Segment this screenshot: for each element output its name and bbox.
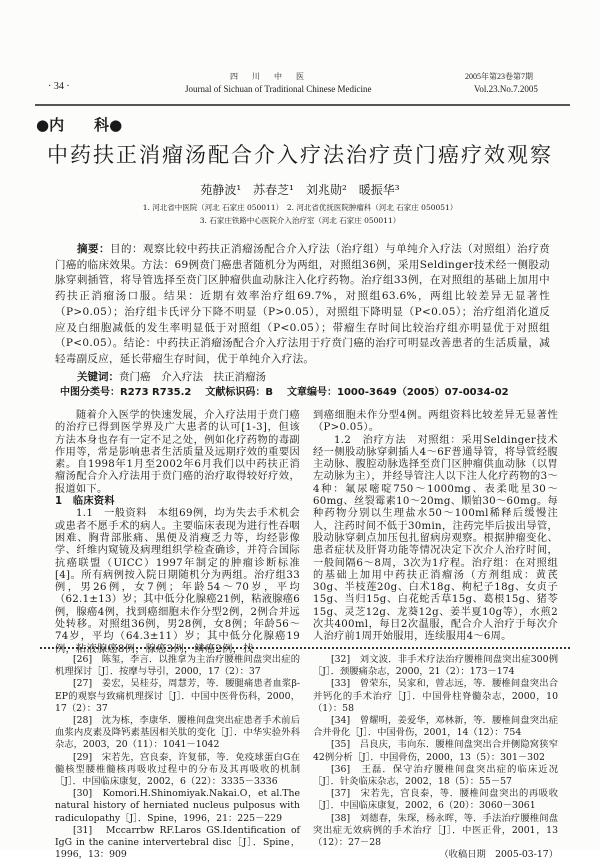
authors: 苑静波¹ 苏春芝¹ 刘兆勋² 暖振华³	[200, 183, 400, 197]
reference-item: [27] 姜宏，吴桂芬，周慧芳，等．腰腿痛患者血浆β-EP的观察与致痛机理探讨［J］．中国中医骨伤科，2000，17（2）：37	[55, 678, 300, 714]
keywords	[77, 370, 266, 384]
body-paragraph: 1.1 一般资料 本组69例，均为失去手术机会或患者不愿手术的病人。主要临床表现为进行性吞咽困难、胸背部胀痛、黑便及消瘦乏力等，均经影像学、纤维内窥镜及病理组织学检查确诊，并符合国际抗癌联盟（UICC）1997年制定的肿瘤诊断标准[4]。所有病例按入院日期随机分为两组。治疗组33例，男26例，女7例；年龄54～70岁，平均（62.1±13）岁；其中低分化腺癌21例，粘液腺癌6例，腺癌4例，找到癌细胞未作分型2例，2例合并远处转移。对照组36例，男28例，女8例；年龄56～74岁，平均（64.3±11）岁；其中低分化腺癌19例，粘液腺癌8例，腺癌3例，鳞癌2例，找	[55, 508, 300, 655]
reference-item: [37] 宋若先，宫良泰，等．腰椎间盘突出的再吸收［J］．中国临床康复，2002，6（20）：3060－3061	[313, 788, 558, 812]
received-date: （收稿日期 2005-03-17）	[439, 849, 558, 861]
references-left	[55, 654, 300, 861]
affiliation-2: 3. 石家庄铁路中心医院介入治疗室（河北 石家庄 050011）	[199, 216, 401, 225]
issue-en: Vol.23.No.7.2005	[474, 84, 538, 94]
keywords-text: 贲门癌 介入疗法 扶正消瘤汤	[119, 371, 266, 383]
reference-item: [33] 曾荣东，吴家和，曾志远，等．腰椎间盘突出合并钙化的手术治疗［J］．中国骨柱脊髓杂志，2000，10（1）：58	[313, 678, 558, 714]
body-paragraph: 随着介入医学的快速发展，介入疗法用于贲门癌的治疗已得到医学界及广大患者的认可[1-3]，但该方法本身也存有一定不足之处，例如化疗药物的毒副作用等，常是影响患者生活质量及远期疗效的重要因素。自1998年1月至2002年6月我们以中药扶正消瘤汤配合介入疗法用于贲门癌的治疗取得较好疗效，报道如下。	[55, 410, 300, 495]
reference-item: [36] 王磊．保守治疗腰椎间盘突出症的临床近况［J］．针灸临床杂志，2002，18（5）：55－57	[313, 763, 558, 788]
affiliation-1: 1. 河北省中医院（河北 石家庄 050011） 2. 河北省优抚医院肿瘤科（河北 石家庄 050051）	[142, 203, 458, 212]
article-title: 中药扶正消瘤汤配合介入疗法治疗贲门癌疗效观察	[47, 143, 553, 167]
abstract-text: 目的：观察比较中药扶正消瘤汤配合介入疗法（治疗组）与单纯介入疗法（对照组）治疗贲门癌的临床效果。方法：69例贲门癌患者随机分为两组，对照组36例，采用Seldinger技术经一侧股动脉穿刺插管，将导管选择至贲门区肿瘤供血动脉注入化疗药物。治疗组33例，在对照组的基础上加用中药扶正消瘤汤口服。结果：近期有效率治疗组69.7%，对照组63.6%，两组比较差异无显著性（P>0.05）；治疗组卡氏评分下降不明显（P>0.05），对照组下降明显（P<0.05）；治疗组消化道反应及白细胞减低的发生率明显低于对照组（P<0.05）；带瘤生存时间比较治疗组亦明显优于对照组（P<0.05）。结论：中药扶正消瘤汤配合介入疗法用于疗贲门癌的治疗可明显改善患者的生活质量，减轻毒副反应，延长带瘤生存时间，优于单纯介入疗法。	[55, 243, 550, 365]
keywords-label: 关键词：	[77, 371, 119, 383]
clc-number: 中图分类号：R273 R735.2	[60, 387, 192, 398]
references-right	[313, 654, 558, 861]
body-paragraph: 1.2 治疗方法 对照组：采用Seldinger技术经一侧股动脉穿刺插人4～6F普通导管，将导管经腹主动脉、腹腔动脉选择至贲门区肿瘤供血动脉（以胃左动脉为主），并经导管注人以下注人化疗药物的3～4种：氟尿嘧啶750～1000mg、表柔吡星30～60mg、丝裂霉素10～20mg、顺铂30～60mg。每种药物分别以生理盐水50～100ml稀释后缓慢注人，注药时间不低于30min，注药完毕后拔出导管，股动脉穿刺点加压包扎留病房观察。根据肿瘤变化、患者症状及肝肾功能等情况决定下次介人治疗时间，一般间隔6～8周，3次为1疗程。治疗组：在对照组的基础上加用中药扶正消瘤汤（方剂组成：黄芪30g、半枝莲20g、白术18g、枸杞子18g、女贞子15g、当归15g、白花蛇舌草15g、葛根15g、猪苓15g、灵芝12g、龙葵12g、姜半夏10g等），水煎2次共400ml，每日2次温服，配合介人治疗于每次介人治疗前1周开始服用，连续服用4～6周。	[313, 434, 558, 643]
reference-item: [29] 宋若先，宫良泰，许复郁，等．免疫球蛋白G在髓核型腰椎髓核再吸收过程中的分布及其再吸收的机制［J］．中国临床康复，2002，6（22）：3335－3336	[55, 751, 300, 788]
body-paragraph: 到癌细胞未作分型4例。两组资料比较差异无显著性（P>0.05）。	[313, 410, 558, 434]
abstract	[55, 242, 550, 368]
page-number: · 34 ·	[48, 81, 70, 92]
article-number: 文章编号：1000-3649（2005）07-0034-02	[287, 387, 509, 398]
reference-item: [38] 刘德春，朱琛，杨永晖，等．手法治疗腰椎间盘突出症无效病例的手术治疗［J］．中医正骨，2001，13（12）：27－28	[313, 812, 558, 849]
reference-item: [35] 吕良庆，韦向东．腰椎间盘突出合并侧隐窝狭窄42例分析［J］．中国骨伤，2000，13（5）：301－302	[313, 739, 558, 763]
classification	[60, 386, 523, 400]
reference-separator	[40, 647, 570, 649]
reference-item: [31] Mccarrbw RF.Laros GS.Identification of IgG in the canine intervertebral disc［J］．Spine，1996，13：909	[55, 824, 300, 861]
reference-item: [26] 陈玺，李言．以推拿为主治疗腰椎间盘突出症的机理探讨［J］．按摩与导引，2000，17（2）：37	[55, 654, 300, 678]
body-right-column	[313, 410, 558, 644]
header-rule	[35, 104, 570, 106]
abstract-label: 摘要：	[77, 243, 111, 255]
body-left-column	[55, 410, 300, 656]
reference-item: [34] 曾耀明，姜爱华，邓林新，等．腰椎间盘突出症合并骨化［J］．中国骨伤，2001，14（12）：754	[313, 715, 558, 739]
journal-name-en: Journal of Sichuan of Traditional Chinese Medicine	[185, 84, 372, 94]
doc-code: 文献标识码：B	[205, 387, 274, 398]
issue-cn: 2005年第23卷第7期	[465, 72, 533, 81]
reference-item: [32] 刘文波．非手术疗法治疗腰椎间盘突出症300例［J］．颈腰痛杂志，2000，21（2）：173－174	[313, 654, 558, 678]
reference-item: [28] 沈为栋，李康华．腰椎间盘突出症患者手术前后血浆内皮素及降钙素基因相关肽的变化［J］．中华实验外科杂志，2003，20（11）：1041－1042	[55, 715, 300, 751]
section-label: ●内 科●	[36, 116, 123, 134]
reference-item: [30] Komori.H.Shinomiyak.Nakai.O，et al.The natural history of herniated nucleus pulposus with radiculopathy［J］．Spine，1996，21：225－229	[55, 788, 300, 824]
journal-name-cn: 四 川 中 医	[230, 72, 310, 81]
section-heading: 1 临床资料	[55, 496, 115, 508]
